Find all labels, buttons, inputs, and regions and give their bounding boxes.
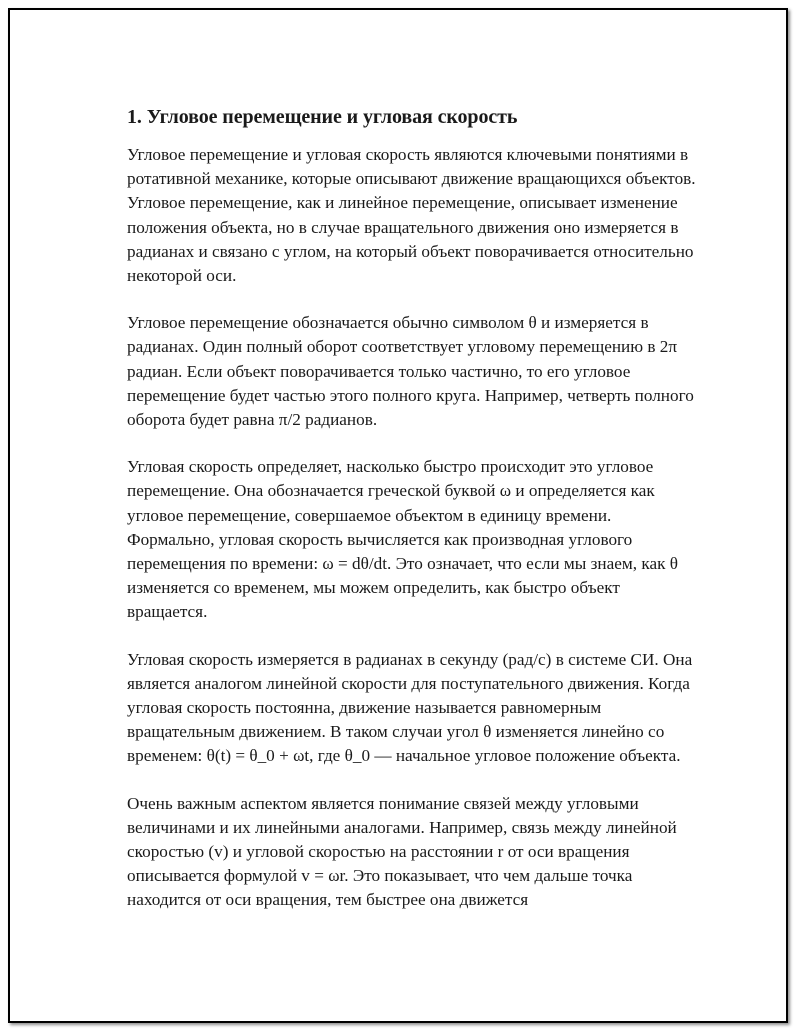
paragraph-5: Очень важным аспектом является понимание связей между угловыми величинами и их линейными аналогами. Например, связь между линейной скоростью (v) и угловой скоростью на расстоянии r от оси вращения описывается формулой v = ωr. Это показывает, что чем дальше точка находится от оси вращения, тем быстрее она движется bbox=[127, 793, 677, 910]
document-body bbox=[127, 103, 697, 936]
paragraph-4: Угловая скорость измеряется в радианах в секунду (рад/с) в системе СИ. Она является аналогом линейной скорости для поступательного движения. Когда угловая скорость постоянна, движение называется равномерным вращательным движением. В таком случаи угол θ изменяется линейно со временем: θ(t) = θ_0 + ωt, где θ_0 — начальное угловое положение объекта. bbox=[127, 649, 693, 766]
page-frame bbox=[8, 8, 788, 1023]
paragraph-1: Угловое перемещение и угловая скорость являются ключевыми понятиями в ротативной механике, которые описывают движение вращающихся объектов. Угловое перемещение, как и линейное перемещение, описывает изменение положения объекта, но в случае вращательного движения оно измеряется в радианах и связано с углом, на который объект поворачивается относительно некоторой оси. bbox=[127, 145, 696, 286]
section-heading: 1. Угловое перемещение и угловая скорость bbox=[127, 106, 518, 128]
paragraph-2: Угловое перемещение обозначается обычно символом θ и измеряется в радианах. Один полный оборот соответствует угловому перемещению в 2π радиан. Если объект поворачивается только частично, то его угловое перемещение будет частью этого полного круга. Например, четверть полного оборота будет равна π/2 радианов. bbox=[127, 313, 694, 430]
paragraph-3: Угловая скорость определяет, насколько быстро происходит это угловое перемещение. Она обозначается греческой буквой ω и определяется как угловое перемещение, совершаемое объектом в единицу времени. Формально, угловая скорость вычисляется как производная углового перемещения по времени: ω = dθ/dt. Это означает, что если мы знаем, как θ изменяется со временем, мы можем определить, как быстро объект вращается. bbox=[127, 457, 678, 622]
